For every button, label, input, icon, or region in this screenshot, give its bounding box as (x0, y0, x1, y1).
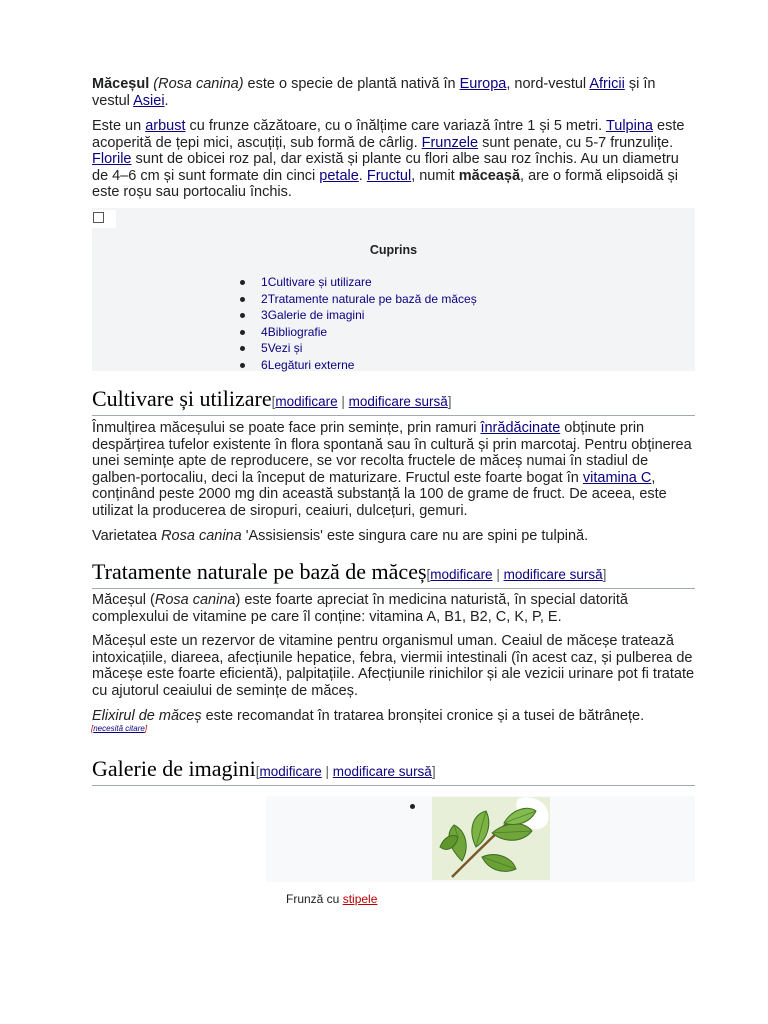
toc-link-galerie[interactable]: 3Galerie de imagini (261, 308, 365, 322)
inline-link[interactable]: Florile (92, 151, 132, 168)
section-heading-tratamente: Tratamente naturale pe bază de măceș[modificare | modificare sursă] (92, 559, 695, 589)
toc-item (240, 340, 477, 357)
text-run: . (358, 167, 367, 184)
citation-needed[interactable]: [necesită citare] (91, 724, 148, 733)
text-run: Rosa canina (161, 528, 242, 544)
intro-paragraph (92, 76, 696, 109)
inline-link[interactable]: înrădăcinate (480, 420, 561, 436)
edit-link[interactable]: modificare (275, 394, 338, 409)
text-run: , are o formă elipsoidă și este roșu sau portocaliu închis. (92, 167, 678, 201)
inline-link[interactable]: Frunzele (421, 134, 479, 151)
text-run: sunt penate, cu 5-7 frunzulițe. (478, 134, 674, 151)
text-run: este recomandat în tratarea bronșitei cronice și a tusei de bătrânețe. (201, 708, 645, 724)
toc-toggle-checkbox[interactable] (93, 212, 104, 223)
toc-link-tratamente[interactable]: 2Tratamente naturale pe bază de măceș (261, 291, 477, 306)
description-paragraph (92, 118, 696, 201)
text-run: Măceșul (92, 76, 150, 92)
text-run: sunt de obicei roz pal, dar există și plante cu flori albe sau roz închis. Au un diametru de 4–6 cm și sunt formate din cinci (92, 151, 679, 184)
edit-links: [modificare | modificare sursă] (426, 567, 607, 582)
section-heading-galerie: Galerie de imagini[modificare | modificare sursă] (92, 756, 695, 786)
edit-source-link[interactable]: modificare sursă (503, 567, 603, 582)
gallery-bullet (410, 804, 415, 809)
inline-link[interactable]: arbust (145, 118, 186, 134)
text-run: este acoperită de țepi mici, ascuțiți, sub formă de cârlig. (92, 118, 685, 151)
inline-link[interactable]: Africii (589, 76, 625, 92)
toc-item (240, 324, 477, 341)
edit-source-link[interactable]: modificare sursă (332, 764, 432, 779)
text-run: . (164, 92, 169, 109)
text-run: obținute prin despărțirea tufelor existente în flora spontană sau în cultură și prin marcotaj. Pentru obținerea unei semințe apte de reproducere, se vor recolta fructele de măceș numai în stadiul de galben-portocaliu, deci la început de maturizare. Fructul este foarte bogat în (92, 420, 692, 486)
vitamine-paragraph (92, 633, 696, 699)
cultivare-paragraph (92, 420, 696, 520)
edit-link[interactable]: modificare (430, 567, 493, 582)
text-run: ) este foarte apreciat în medicina naturistă, în special datorită complexului de vitamine pe care îl conține: vitamina A, B1, B2, C, K, P, E. (92, 592, 628, 625)
toc-item (240, 274, 477, 291)
stipele-link[interactable]: stipele (342, 892, 378, 906)
inline-link[interactable]: Tulpina (605, 118, 653, 134)
inline-link[interactable]: vitamina C (582, 469, 652, 486)
toc-title: Cuprins (369, 243, 418, 257)
toc-link-legaturi-externe[interactable]: 6Legături externe (261, 357, 355, 372)
text-run: Măceșul este un rezervor de vitamine pentru organismul uman. Ceaiul de măceșe tratează intoxicațiile, diareea, afecțiunile hepatice, febra, viermii intestinali (în acest caz, și pulberea de măceșe este foarte eficientă), palpitațiile. Afecțiunile rinichilor și ale vezicii urinare pot fi tratate cu ajutorul ceaiului de semințe de măceș. (92, 633, 695, 699)
edit-links: [modificare | modificare sursă] (271, 394, 452, 409)
varietate-paragraph (92, 528, 696, 545)
toc-list (240, 274, 477, 373)
text-run: Este un (92, 118, 146, 134)
text-run: Înmulțirea măceșului se poate face prin semințe, prin ramuri (92, 420, 481, 436)
edit-link[interactable]: modificare (259, 764, 322, 779)
section-heading-cultivare: Cultivare și utilizare[modificare | modificare sursă] (92, 386, 695, 416)
text-run: Elixirul de măceș (92, 708, 202, 724)
text-run: cu frunze căzătoare, cu o înălțime care variază între 1 și 5 metri. (185, 118, 606, 134)
text-run: (Rosa canina) (153, 76, 244, 92)
edit-source-link[interactable]: modificare sursă (348, 394, 448, 409)
text-run: , conținând peste 2000 mg din această substanță la 100 de grame de fruct. De aceea, este utilizat la producerea de siropuri, ceaiuri, dulcețuri, gemuri. (92, 469, 667, 519)
tratamente-paragraph (92, 592, 696, 625)
text-run: și în vestul (92, 76, 656, 109)
gallery-caption: Frunză cu stipele (286, 892, 378, 906)
elixir-paragraph (92, 708, 696, 725)
toc-link-cultivare[interactable]: 1Cultivare și utilizare (261, 275, 372, 289)
inline-link[interactable]: Asiei (133, 92, 165, 109)
rose-leaf-image[interactable] (432, 797, 550, 880)
edit-links: [modificare | modificare sursă] (255, 764, 436, 779)
text-run: Rosa canina (154, 592, 236, 608)
inline-link[interactable]: petale (319, 167, 359, 184)
toc-item (240, 291, 477, 308)
toc-link-bibliografie[interactable]: 4Bibliografie (261, 324, 328, 339)
text-run: 'Assisiensis' este singura care nu are spini pe tulpină. (241, 528, 589, 544)
inline-link[interactable]: Fructul (366, 167, 412, 184)
text-run: este o specie de plantă nativă în (243, 76, 460, 92)
text-run: , nord-vestul (506, 76, 590, 92)
toc-item (240, 357, 477, 374)
text-run: Măceșul ( (92, 592, 155, 608)
inline-link[interactable]: Europa (459, 76, 507, 92)
toc-item (240, 307, 477, 324)
toc-link-vezi-si[interactable]: 5Vezi și (261, 341, 303, 355)
text-run: Varietatea (92, 528, 162, 544)
text-run: măceașă (458, 167, 521, 184)
text-run: , numit (411, 167, 459, 184)
